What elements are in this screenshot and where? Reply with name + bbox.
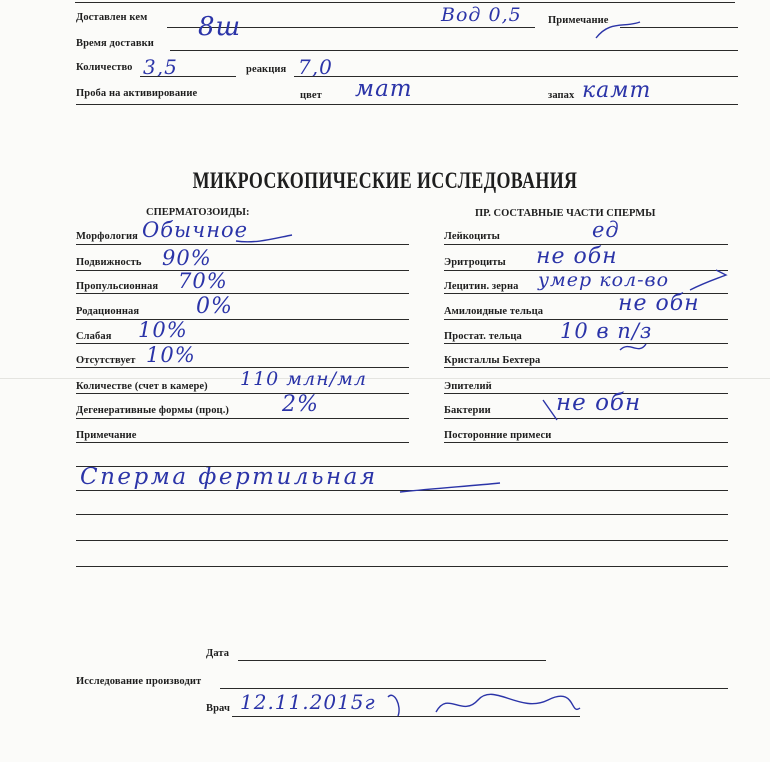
bechter-crystals-label: Кристаллы Бехтера <box>444 355 541 366</box>
lecithin-label: Лецитин. зерна <box>444 281 519 292</box>
rotational-label: Родационная <box>76 306 140 317</box>
sperm-heading: СПЕРМАТОЗОИДЫ: <box>146 207 250 218</box>
reaction-value: 7,0 <box>298 55 333 79</box>
color-value: мат <box>355 76 413 102</box>
motility-label: Подвижность <box>76 257 142 268</box>
quantity-label: Количество <box>76 62 133 73</box>
conclusion-text: Сперма фертильная <box>80 464 378 490</box>
morphology-value: Обычное <box>142 218 249 242</box>
page-title: МИКРОСКОПИЧЕСКИЕ ИССЛЕДОВАНИЯ <box>192 168 578 193</box>
bacteria-slash-stroke <box>543 400 557 420</box>
prostatic-value: 10 в п/з <box>560 319 653 343</box>
smell-label: запах <box>548 90 575 101</box>
erythrocytes-value: не обн <box>536 244 618 269</box>
sperm-components-heading: ПР. СОСТАВНЫЕ ЧАСТИ СПЕРМЫ <box>475 208 656 219</box>
morphology-underline-stroke <box>236 235 292 242</box>
rotational-value: 0% <box>196 294 233 319</box>
left-note-label: Примечание <box>76 430 137 441</box>
epithelium-label: Эпителий <box>444 381 492 392</box>
degenerative-value: 2% <box>282 392 319 417</box>
delivered-by-label: Доставлен кем <box>76 12 148 23</box>
prostatic-label: Простат. тельца <box>444 331 522 342</box>
signature-stroke <box>436 694 580 712</box>
count-label: Количестве (счет в камере) <box>76 381 208 392</box>
weak-value: 10% <box>138 318 188 342</box>
leukocytes-label: Лейкоциты <box>444 231 500 242</box>
count-value: 110 млн/мл <box>240 368 367 390</box>
motility-value: 90% <box>162 246 212 270</box>
erythrocytes-label: Эритроциты <box>444 257 506 268</box>
smell-value: камт <box>582 78 652 103</box>
weak-label: Слабая <box>76 331 112 342</box>
bacteria-label: Бактерии <box>444 405 491 416</box>
amyloid-value: не обн <box>618 291 700 316</box>
bacteria-value: не обн <box>556 390 642 416</box>
degenerative-label: Дегенеративные формы (проц.) <box>76 405 230 416</box>
absent-value: 10% <box>146 343 196 367</box>
delivered-by-value: 8ш <box>198 12 242 42</box>
absent-label: Отсутствует <box>76 355 136 366</box>
lecithin-tail-stroke <box>690 270 726 290</box>
leukocytes-value: ед <box>592 218 620 242</box>
header-tick-stroke <box>596 22 640 38</box>
performed-by-label: Исследование производит <box>76 676 202 687</box>
doctor-date-value: 12.11.2015г <box>240 690 376 714</box>
quantity-value: 3,5 <box>143 55 178 79</box>
morphology-label: Морфология <box>76 231 138 242</box>
amyloid-label: Амилоидные тельца <box>444 306 544 317</box>
delivery-time-label: Время доставки <box>76 38 154 49</box>
note-label: Примечание <box>548 15 609 26</box>
reaction-label: реакция <box>246 64 287 75</box>
prostatic-tail-stroke <box>620 344 646 350</box>
color-label: цвет <box>300 90 322 101</box>
date-label: Дата <box>206 648 230 659</box>
lecithin-value: умер кол-во <box>538 269 670 291</box>
doctor-label: Врач <box>206 703 230 714</box>
progressive-value: 70% <box>178 269 228 293</box>
signature-initial-stroke <box>388 695 399 716</box>
volume-value: Вод 0,5 <box>441 4 522 26</box>
impurities-label: Посторонние примеси <box>444 430 552 441</box>
activation-label: Проба на активирование <box>76 88 198 99</box>
progressive-label: Пропульсионная <box>76 281 159 292</box>
conclusion-tail-stroke <box>400 483 500 492</box>
